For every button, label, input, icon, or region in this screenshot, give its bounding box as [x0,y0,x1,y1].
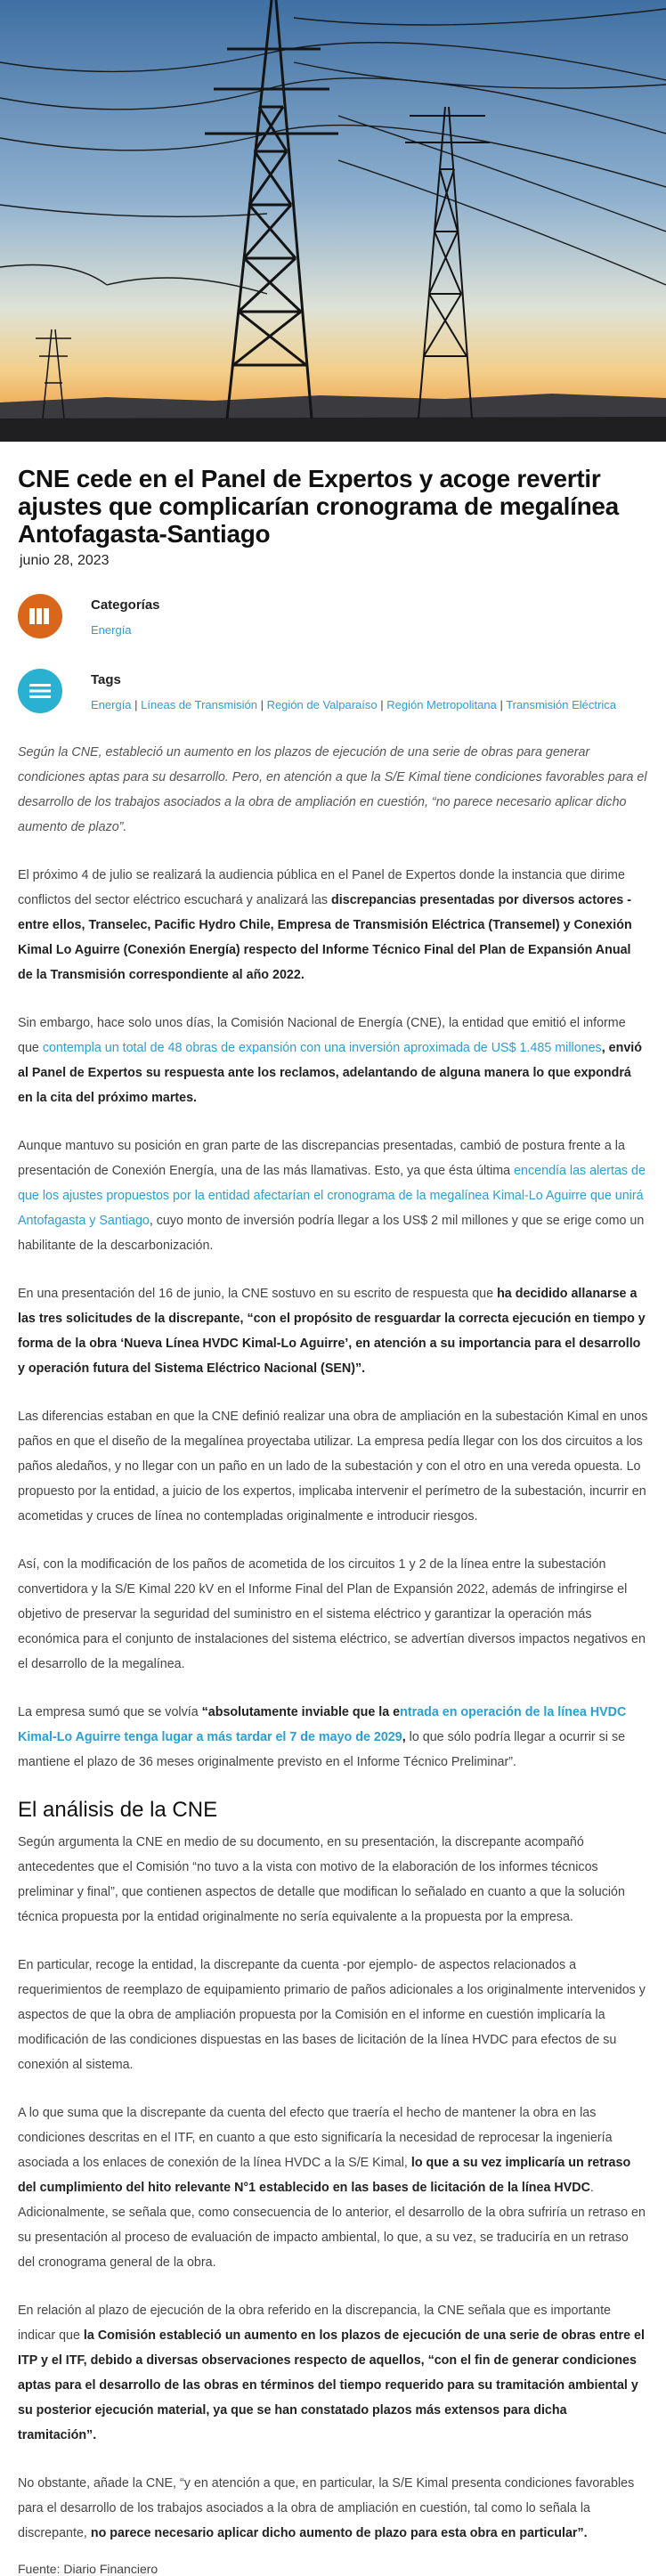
inline-link[interactable]: contempla un total de 48 obras de expansión con una inversión aproximada de US$ 1.485 millones [42,1041,602,1055]
text: lo que sólo podría llegar a ocurrir si se mantiene el plazo de 36 meses originalmente previsto en el Informe Técnico Preliminar”. [18,1730,626,1769]
paragraph [18,1700,648,1775]
text: La empresa sumó que se volvía [18,1705,202,1719]
paragraph: Las diferencias estaban en que la CNE definió realizar una obra de ampliación en la subestación Kimal en unos paños en que el diseño de la megalínea proyectaba utilizar. La empresa pedía llegar con los dos circuitos a los paños aledaños, y no llegar con un paño en un lado de la subestación y con el otro en una vereda opuesta. Lo propuesto por la entidad, a juicio de los expertos, implicaba intervenir el perímetro de la subestación, incurrir en acometidas y cruces de línea no contempladas originalmente e introducir riesgos. [18,1410,648,1524]
tags-block [18,669,648,713]
bold-text: ha decidido allanarse a las tres solicitudes de la discrepante, “con el propósito de resguardar la correcta ejecución en tiempo y forma de la obra ‘Nueva Línea HVDC Kimal-Lo Aguirre’, en atención a su importancia para el desarrollo y operación futura del Sistema Eléctrico Nacional (SEN)”. [18,1287,646,1376]
text: . Adicionalmente, se señala que, como consecuencia de lo anterior, el desarrollo de la obra sufriría un retraso en su presentación al proceso de evaluación de impacto ambiental, lo que, a su vez, se traduciría en un retraso del cronograma general de la obra. [18,2181,646,2270]
tag-link[interactable]: Energía [91,698,132,711]
paragraph [18,863,648,987]
paragraph [18,2471,648,2546]
bold-link-text: ntrada en operación de la línea HVDC Kimal-Lo Aguirre tenga lugar a más tardar el 7 de mayo de 2029 [18,1705,627,1744]
tags-label: Tags [91,672,121,687]
tag-link[interactable]: Transmisión Eléctrica [506,698,616,711]
paragraph [18,1134,648,1258]
paragraph: En particular, recoge la entidad, la discrepante da cuenta -por ejemplo- de aspectos relacionados a requerimientos de reemplazo de equipamiento primario de paños adicionales a los originalmente intervenidos y aspectos de que la obra de ampliación propuesta por la Comisión en el informe en cuestión implicaría la modificación de las condiciones dispuestas en las bases de licitación de la línea HVDC para efectos de su conexión al sistema. [18,1958,646,2072]
bold-text: lo que a su vez implicaría un retraso del cumplimiento del hito relevante N°1 establecido en las bases de licitación de la línea HVDC [18,2156,631,2195]
bold-text: “absolutamente inviable que la e [201,1705,401,1719]
paragraph [18,2298,648,2448]
tag-link[interactable]: Región Metropolitana [386,698,497,711]
categories-block [18,594,648,638]
bold-text: , envió al Panel de Expertos su respuesta ante los reclamos, adelantando de alguna manera lo que expondrá en la cita del próximo martes. [18,1041,643,1105]
section-heading: El análisis de la CNE [18,1798,218,1822]
text: A lo que suma que la discrepante da cuenta del efecto que traería el hecho de mantener la obra en las condiciones descritas en el ITF, en cuanto a que esto significaría la necesidad de reprocesar la ingeniería asociada a los enlaces de conexión de la línea HVDC a la S/E Kimal, [18,2106,613,2170]
paragraph: Según argumenta la CNE en medio de su documento, en su presentación, la discrepante acompañó antecedentes que el Comisión “no tuvo a la vista con motivo de la elaboración de los informes técnicos preliminar y final”, que contienen aspectos de detalle que modifican lo señalado en cuanto a que la solución técnica propuesta por la entidad originalmente no sería equivalente a la propuesta por la empresa. [18,1835,625,1924]
text: Aunque mantuvo su posición en gran parte de las discrepancias presentadas, cambió de postura frente a la presentación de Conexión Energía, una de las más llamativas. Esto, ya que ésta última [18,1139,625,1178]
paragraph [18,2101,648,2275]
categories-label: Categorías [91,597,160,613]
bold-text: la Comisión estableció un aumento en los plazos de ejecución de una serie de obras entre el ITP y el ITF, debido a diversas observaciones respecto de aquellos, “con el fin de generar condiciones aptas para el desarrollo de las obras en términos del tiempo requerido para su tramitación ambiental y su posterior ejecución material, ya que se han constatado plazos más extensos para dicha tramitación”. [18,2328,645,2442]
inline-link[interactable]: encendía las alertas de que los ajustes propuestos por la entidad afectarían el cronograma de la megalínea Kimal-Lo Aguirre que unirá Antofagasta y Santiago [18,1164,646,1228]
paragraph [18,1011,648,1110]
book-icon [18,594,62,638]
bold-text: , [402,1730,406,1744]
tag-icon [18,669,62,713]
tag-separator: | [377,698,387,711]
text: En relación al plazo de ejecución de la obra referido en la discrepancia, la CNE señala que es importante indicar que [18,2304,611,2343]
tag-separator: | [131,698,142,711]
article-date: junio 28, 2023 [20,553,110,568]
text: No obstante, añade la CNE, “y en atención a que, en particular, la S/E Kimal presenta condiciones favorables para el desarrollo de los trabajos asociados a la obra de ampliación en cuestión, tal como lo señala la discrepante, [18,2476,635,2540]
article-source: Fuente: Diario Financiero [18,2562,158,2576]
tag-link[interactable]: Líneas de Transmisión [141,698,257,711]
hero-image [0,0,666,442]
tag-separator: | [256,698,267,711]
category-link[interactable]: Energía [91,623,132,637]
bold-text: discrepancias presentadas por diversos actores -entre ellos, Transelec, Pacific Hydro Chile, Empresa de Transmisión Eléctrica (Transemel) y Conexión Kimal Lo Aguirre (Conexión Energía) respecto del Informe Técnico Final del Plan de Expansión Anual de la Transmisión correspondiente al año 2022. [18,893,632,982]
article-lead: Según la CNE, estableció un aumento en los plazos de ejecución de una serie de obras para generar condiciones aptas para su desarrollo. Pero, en atención a que la S/E Kimal tiene condiciones favorables para el desarrollo de los trabajos asociados a la obra de ampliación en cuestión, “no parece necesario aplicar dicho aumento de plazo”. [18,745,647,834]
text: Sin embargo, hace solo unos días, la Comisión Nacional de Energía (CNE), la entidad que emitió el informe que [18,1016,626,1055]
text: En una presentación del 16 de junio, la CNE sostuvo en su escrito de respuesta que [18,1287,498,1301]
tag-link[interactable]: Región de Valparaíso [266,698,378,711]
text: El próximo 4 de julio se realizará la audiencia pública en el Panel de Expertos donde la instancia que dirime conflictos del sector eléctrico escuchará y analizará las [18,868,625,907]
tag-separator: | [496,698,507,711]
bold-text: no parece necesario aplicar dicho aumento de plazo para esta obra en particular”. [90,2526,588,2540]
text: , cuyo monto de inversión podría llegar a los US$ 2 mil millones y que se erige como un habilitante de la descarbonización. [18,1214,645,1253]
paragraph [18,1281,648,1381]
paragraph: Así, con la modificación de los paños de acometida de los circuitos 1 y 2 de la línea entre la subestación convertidora y la S/E Kimal 220 kV en el Informe Final del Plan de Expansión 2022, además de infringirse el objetivo de preservar la seguridad del suministro en el sistema eléctrico y garantizar la operación más económica para el conjunto de instalaciones del sistema eléctrico, se advertían diversos impactos negativos en el desarrollo de la megalínea. [18,1557,646,1671]
article-title: CNE cede en el Panel de Expertos y acoge revertir ajustes que complicarían cronograma de megalínea Antofagasta-Santiago [18,465,619,548]
